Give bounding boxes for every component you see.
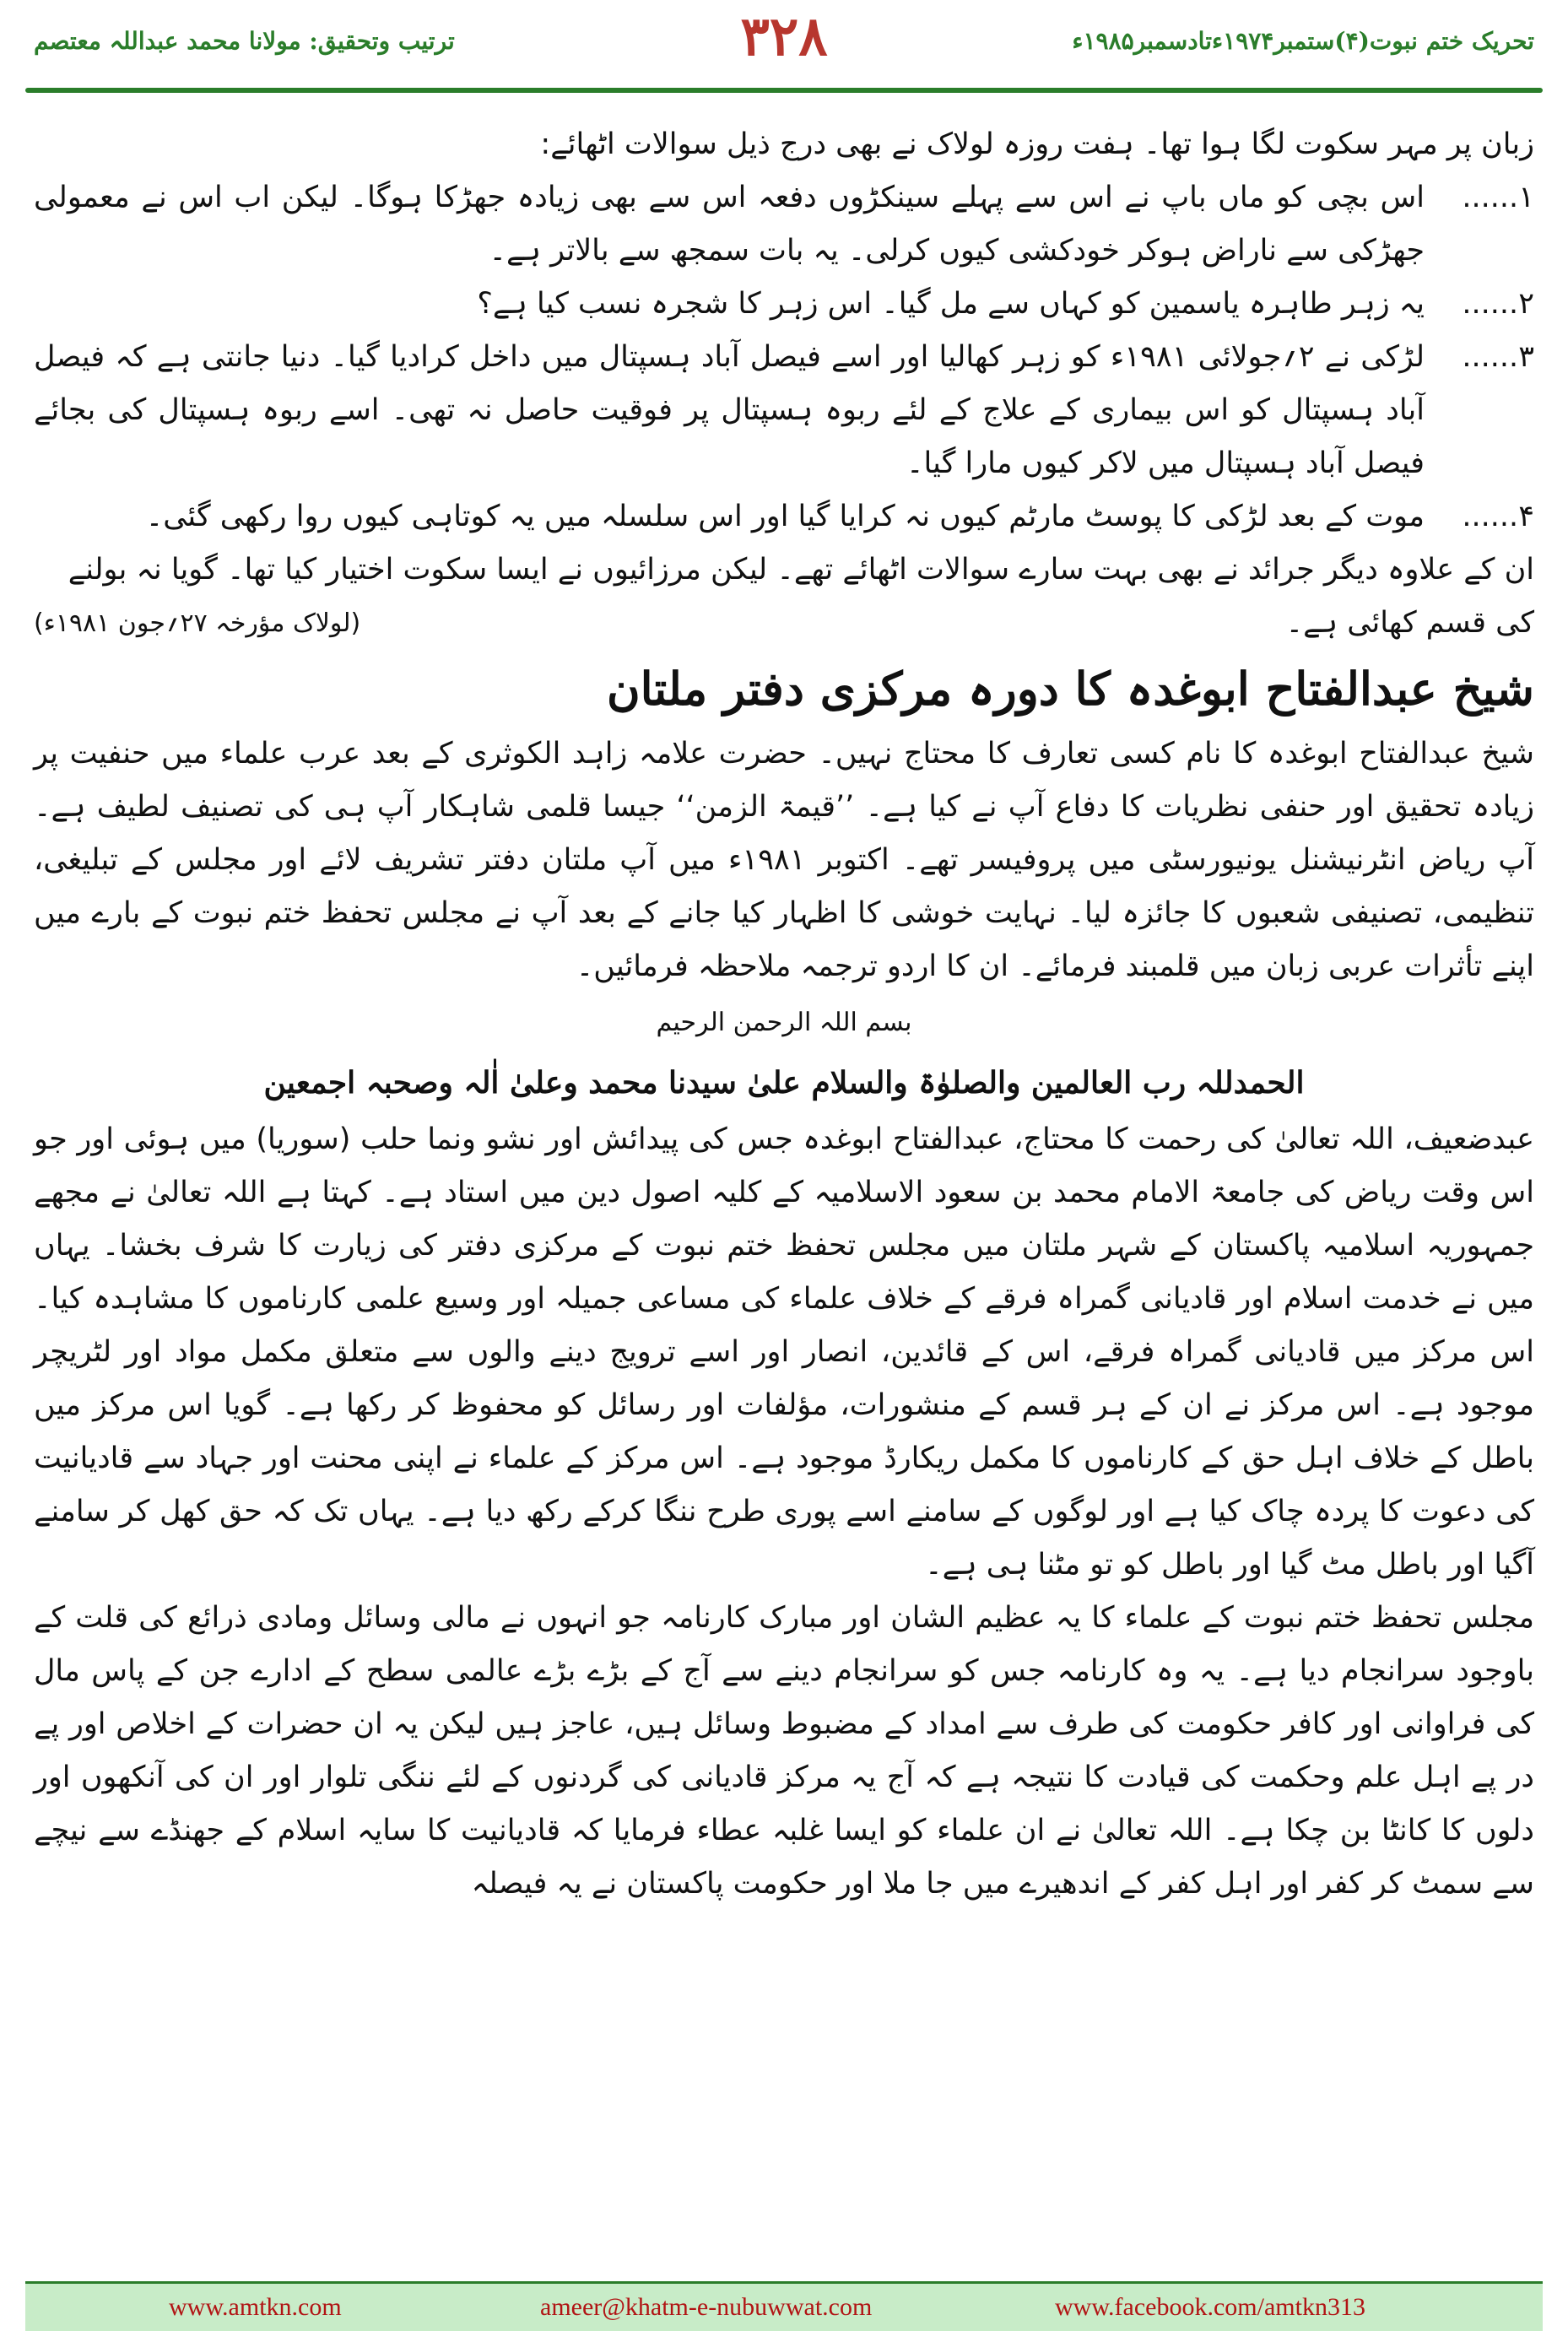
question-text: یہ زہر طاہرہ یاسمین کو کہاں سے مل گیا۔ اس زہر کا شجرہ نسب کیا ہے؟: [477, 287, 1425, 321]
question-3: [34, 331, 1534, 490]
question-text: اس بچی کو ماں باپ نے اس سے پہلے سینکڑوں دفعہ اس سے بھی زیادہ جھڑکا ہوگا۔ لیکن اب اس نے معمولی جھڑکی سے ناراض ہوکر خودکشی کیوں کرلی۔ یہ بات سمجھ سے بالاتر ہے۔: [34, 181, 1425, 268]
email-link[interactable]: ameer@khatm-e-nubuwwat.com: [540, 2293, 873, 2321]
question-4: [34, 490, 1534, 544]
question-number: ۱......: [1462, 181, 1534, 214]
question-1: [34, 171, 1534, 278]
source-citation: (لولاک مؤرخہ ۲۷؍جون ۱۹۸۱ء): [34, 608, 361, 638]
bismillah: بسم اللہ الرحمن الرحیم: [656, 1008, 912, 1037]
question-text: لڑکی نے ۲؍جولائی ۱۹۸۱ء کو زہر کھالیا اور اسے فیصل آباد ہسپتال میں داخل کرادیا گیا۔ دنیا جانتی ہے کہ فیصل آباد ہسپتال کو اس بیماری کے علاج کے لئے ربوہ ہسپتال پر فوقیت حاصل نہ تھی۔ اسے ربوہ ہسپتال کی بجائے فیصل آباد ہسپتال میں لاکر کیوں مارا گیا۔: [34, 340, 1425, 480]
page-body: [34, 118, 1534, 2253]
translation-paragraph-2: مجلس تحفظ ختم نبوت کے علماء کا یہ عظیم الشان اور مبارک کارنامہ جو انہوں نے مالی وسائل ومادی ذرائع کی قلت کے باوجود سرانجام دیا ہے۔ یہ وہ کارنامہ جس کو سرانجام دینے سے آج کے بڑے بڑے عالمی سطح کے ادارے جن کے پاس مال کی فراوانی اور کافر حکومت کی طرف سے امداد کے مضبوط وسائل ہیں، عاجز ہیں لیکن یہ ان حضرات کے اخلاص اور پے در پے اہل علم وحکمت کی قیادت کا نتیجہ ہے کہ آج یہ مرکز قادیانی کی گردنوں کے لئے ننگی تلوار اور ان کی آنکھوں اور دلوں کا کانٹا بن چکا ہے۔ اللہ تعالیٰ نے ان علماء کو ایسا غلبہ عطاء فرمایا کہ قادیانیت کا سایہ اسلام کے جھنڈے سے نیچے سے سمٹ کر کفر اور اہل کفر کے اندھیرے میں جا ملا اور حکومت پاکستان نے یہ فیصلہ: [34, 1601, 1534, 1901]
header-divider: [25, 88, 1543, 93]
page-header: [0, 0, 1568, 93]
intro-paragraph: شیخ عبدالفتاح ابوغدہ کا نام کسی تعارف کا محتاج نہیں۔ حضرت علامہ زاہد الکوثری کے بعد عرب علماء میں حنفیت پر زیادہ تحقیق اور حنفی نظریات کا دفاع آپ نے کیا ہے۔ ’’قیمۃ الزمن‘‘ جیسا قلمی شاہکار آپ ہی کی تصنیف لطیف ہے۔ آپ ریاض انٹرنیشنل یونیورسٹی میں پروفیسر تھے۔ اکتوبر ۱۹۸۱ء میں آپ ملتان دفتر تشریف لائے اور مجلس کے تبلیغی، تنظیمی، تصنیفی شعبوں کا جائزہ لیا۔ نہایت خوشی کا اظہار کیا جانے کے بعد آپ نے مجلس تحفظ ختم نبوت کے بارے میں اپنے تأثرات عربی زبان میں قلمبند فرمائے۔ ان کا اردو ترجمہ ملاحظہ فرمائیں۔: [34, 737, 1534, 983]
page-number: ۳۲۸: [740, 5, 828, 68]
facebook-link[interactable]: www.facebook.com/amtkn313: [1055, 2293, 1365, 2321]
closing-tail: کی قسم کھائی ہے۔: [1285, 606, 1534, 640]
website-link[interactable]: www.amtkn.com: [169, 2293, 342, 2321]
question-number: ۴......: [1462, 500, 1534, 533]
translation-paragraph-1: عبدضعیف، اللہ تعالیٰ کی رحمت کا محتاج، عبدالفتاح ابوغدہ جس کی پیدائش اور نشو ونما حلب (سوریا) میں ہوئی اور جو اس وقت ریاض کی جامعۃ الامام محمد بن سعود الاسلامیہ کے کلیہ اصول دین میں استاد ہے۔ کہتا ہے اللہ تعالیٰ نے مجھے جمہوریہ اسلامیہ پاکستان کے شہر ملتان میں مجلس تحفظ ختم نبوت کے مرکزی دفتر کی زیارت کا شرف بخشا۔ یہاں میں نے خدمت اسلام اور قادیانی گمراہ فرقے کے خلاف علماء کی مساعی جمیلہ اور وسیع علمی کارناموں کا مشاہدہ کیا۔ اس مرکز میں قادیانی گمراہ فرقے، اس کے قائدین، انصار اور اسے ترویج دینے والوں سے متعلق مکمل مواد اور لٹریچر موجود ہے۔ اس مرکز نے ان کے ہر قسم کے منشورات، مؤلفات اور رسائل کو محفوظ کر رکھا ہے۔ گویا اس مرکز میں باطل کے خلاف اہل حق کے کارناموں کا مکمل ریکارڈ موجود ہے۔ اس مرکز کے علماء نے اپنی محنت اور جہاد سے قادیانیت کی دعوت کا پردہ چاک کیا ہے اور لوگوں کے سامنے اسے پوری طرح ننگا کرکے رکھ دیا ہے۔ یہاں تک کہ حق کھل کر سامنے آگیا اور باطل مٹ گیا اور باطل کو تو مٹنا ہی ہے۔: [34, 1122, 1534, 1582]
page-footer: [0, 2274, 1568, 2342]
question-text: موت کے بعد لڑکی کا پوسٹ مارٹم کیوں نہ کرایا گیا اور اس سلسلہ میں یہ کوتاہی کیوں روا رکھی گئی۔: [145, 500, 1425, 533]
compiler-credit: ترتیب وتحقیق: مولانا محمد عبداللہ معتصم: [34, 27, 455, 55]
question-2: [34, 278, 1534, 331]
question-number: ۳......: [1462, 340, 1534, 374]
closing-paragraph: ان کے علاوہ دیگر جرائد نے بھی بہت سارے سوالات اٹھائے تھے۔ لیکن مرزائیوں نے ایسا سکوت اختیار کیا تھا۔ گویا نہ بولنے: [68, 553, 1534, 587]
question-number: ۲......: [1462, 287, 1534, 321]
intro-line: زبان پر مہر سکوت لگا ہوا تھا۔ ہفت روزہ لولاک نے بھی درج ذیل سوالات اٹھائے:: [540, 127, 1534, 161]
section-heading: شیخ عبدالفتاح ابوغدہ کا دورہ مرکزی دفتر ملتان: [606, 662, 1534, 716]
arabic-invocation: الحمدللہ رب العالمین والصلوٰۃ والسلام علیٰ سیدنا محمد وعلیٰ اٰلہ وصحبہ اجمعین: [263, 1065, 1305, 1101]
closing-tail-row: [34, 597, 1534, 650]
book-title: تحریک ختم نبوت(۴)ستمبر۱۹۷۴ءتادسمبر۱۹۸۵ء: [1072, 27, 1534, 55]
